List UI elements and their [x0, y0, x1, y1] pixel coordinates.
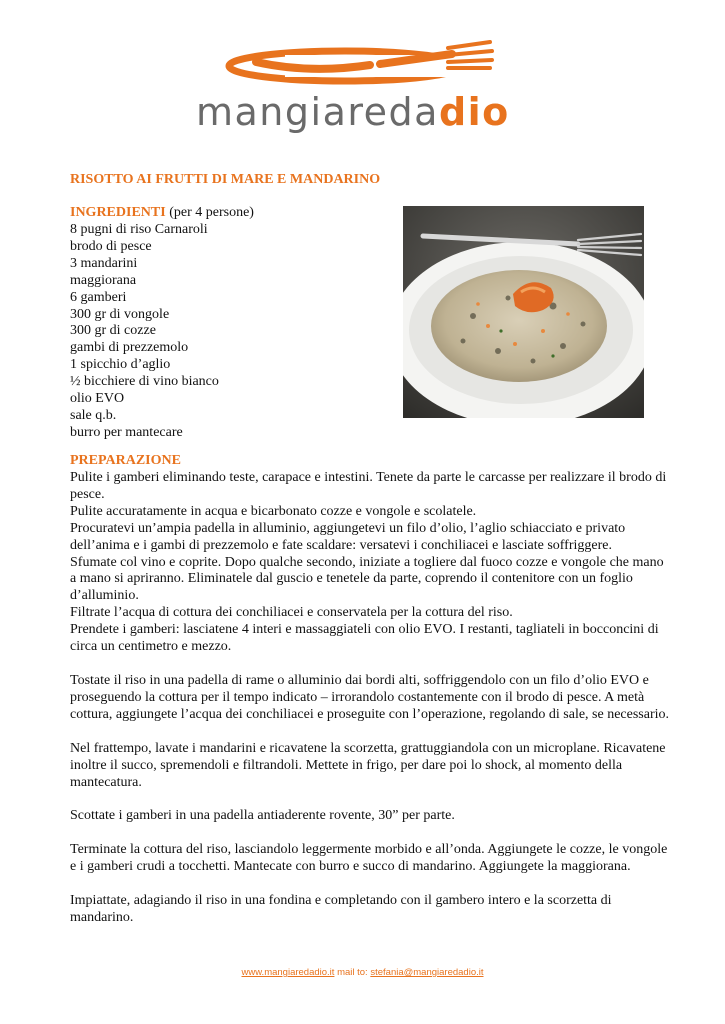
preparation-text: [70, 470, 670, 927]
fork-plate-icon: [190, 38, 550, 98]
paragraph: Nel frattempo, lavate i mandarini e ricavatene la scorzetta, grattuggiandola con un microplane. Ricavatene inoltre il succo, spremendoli e filtrandoli. Mettete in frigo, per dare poi lo shock, al momento della mantecatura.: [70, 740, 666, 790]
ingredient-item: 300 gr di vongole: [70, 306, 170, 322]
ingredient-item: 6 gamberi: [70, 289, 127, 305]
paragraph: Pulite i gamberi eliminando teste, carapace e intestini. Tenete da parte le carcasse per realizzare il brodo di pesce.: [70, 470, 667, 502]
preparation-heading: PREPARAZIONE: [70, 453, 181, 468]
logo: [190, 38, 550, 133]
paragraph: Prendete i gamberi: lasciatene 4 interi e massaggiateli con olio EVO. I restanti, tagliateli in bocconcini di circa un centimetro e mezzo.: [70, 622, 659, 655]
logo-wordmark: mangiaredadio: [196, 90, 510, 134]
paragraph: Procuratevi un’ampia padella in alluminio, aggiungetevi un filo d’olio, l’aglio schiacciato e privato dell’anima e i gambi di prezzemolo e fate scaldare: versatevi i conchiliacei e lasciate soffriggere.: [70, 520, 626, 553]
paragraph: Sfumate col vino e coprite. Dopo qualche secondo, iniziate a togliere dal fuoco cozze e vongole che mano a mano si apriranno. Eliminatele dal guscio e tenetele da parte, coprendo il contenitore con un foglio d’alluminio.: [70, 554, 664, 604]
ingredient-item: 8 pugni di riso Carnaroli: [70, 222, 208, 237]
ingredient-item: ½ bicchiere di vino bianco: [70, 374, 219, 390]
email-link[interactable]: stefania@mangiaredadio.it: [370, 967, 484, 978]
ingredient-item: 300 gr di cozze: [70, 323, 156, 339]
ingredient-item: gambi di prezzemolo: [70, 340, 189, 356]
ingredient-item: sale q.b.: [70, 407, 117, 423]
servings: (per 4 persone): [169, 205, 254, 220]
paragraph: Terminate la cottura del riso, lasciandolo leggermente morbido e all’onda. Aggiungete le cozze, le vongole e i gamberi crudi a tocchetti. Mantecate con burro e succo di mandarino. Aggiungete la maggiorana.: [70, 842, 668, 875]
paragraph: Impiattate, adagiando il riso in una fondina e completando con il gambero intero e la scorzetta di mandarino.: [70, 893, 612, 926]
ingredient-item: 3 mandarini: [70, 255, 138, 271]
ingredients-list: [70, 222, 219, 442]
paragraph: Filtrate l’acqua di cottura dei conchiliacei e conservatela per la cottura del riso.: [70, 605, 513, 621]
ingredient-item: maggiorana: [70, 272, 137, 288]
paragraph: Scottate i gamberi in una padella antiaderente rovente, 30” per parte.: [70, 808, 455, 824]
website-link[interactable]: www.mangiaredadio.it: [241, 967, 335, 978]
recipe-title: RISOTTO AI FRUTTI DI MARE E MANDARINO: [70, 172, 381, 187]
ingredient-item: burro per mantecare: [70, 424, 183, 440]
paragraph: Pulite accuratamente in acqua e bicarbonato cozze e vongole e scolatele.: [70, 503, 477, 519]
ingredient-item: olio EVO: [70, 391, 125, 407]
mail-label: mail to:: [337, 967, 368, 978]
ingredient-item: 1 spicchio d’aglio: [70, 357, 171, 373]
paragraph: Tostate il riso in una padella di rame o alluminio dai bordi alti, soffriggendolo con un filo d’olio EVO e proseguendo la cottura per il tempo indicato – irrorandolo costantemente con il brodo di pesce. A metà cottura, aggiungete l’acqua dei conchiliacei e proseguite con l’operazione, regolando di sale, se necessario.: [70, 672, 670, 722]
risotto-photo: [403, 206, 644, 418]
footer: [0, 967, 725, 978]
ingredients-heading: INGREDIENTI (per 4 persone): [70, 205, 254, 220]
ingredient-item: brodo di pesce: [70, 238, 152, 254]
